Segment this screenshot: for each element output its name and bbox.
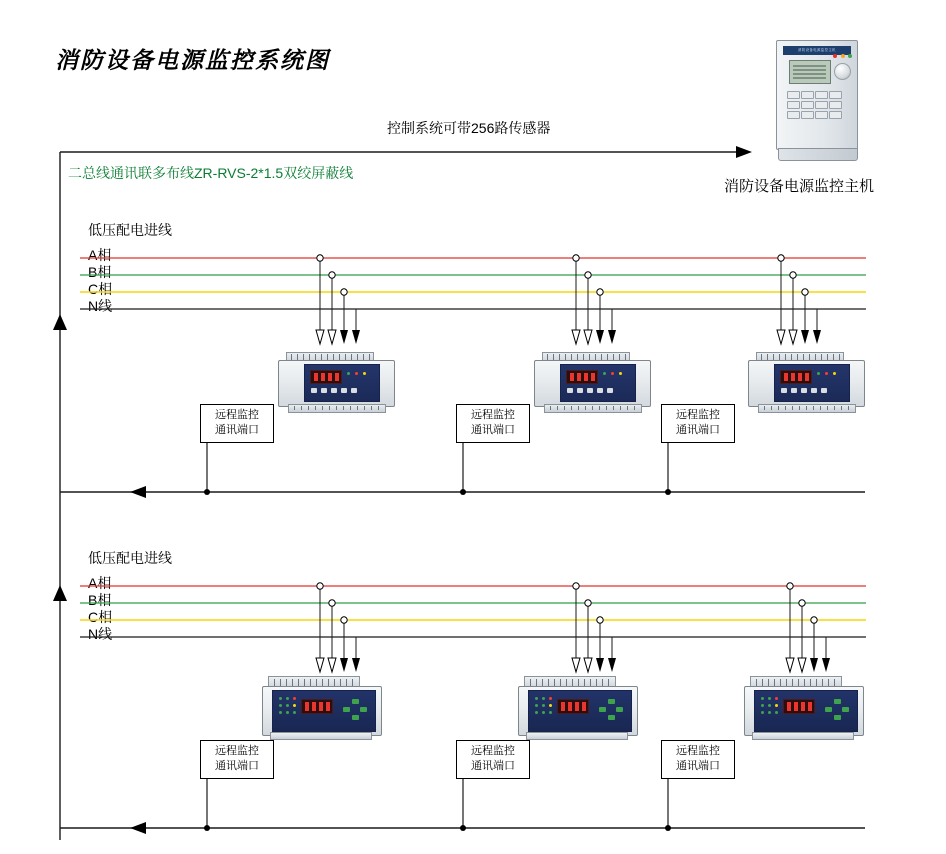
host-banner-strip: 消防设备电源监控主机 [783, 46, 851, 55]
group-2-incoming-label: 低压配电进线 [88, 550, 172, 566]
port-box-line-1: 远程监控 [471, 409, 515, 421]
device-led-run [817, 372, 820, 375]
port-box-line-1: 远程监控 [676, 409, 720, 421]
group-1-phase-a-label: A相 [88, 247, 112, 263]
device-display [566, 370, 598, 384]
device-keypad[interactable] [599, 699, 623, 723]
device-display [301, 699, 333, 714]
device-display [780, 370, 812, 384]
group-1-incoming-label: 低压配电进线 [88, 222, 172, 238]
device-2-1[interactable] [262, 676, 380, 738]
port-box-1-1 [200, 404, 274, 443]
device-display [310, 370, 342, 384]
device-led-alarm [825, 372, 828, 375]
device-led-fault [363, 372, 366, 375]
device-led-run [603, 372, 606, 375]
device-front-panel [560, 364, 636, 402]
group-1-phase-n-label: N线 [88, 298, 113, 314]
port-box-1-3 [661, 404, 735, 443]
device-button-5[interactable] [607, 388, 613, 393]
device-display [557, 699, 589, 714]
port-box-2-3 [661, 740, 735, 779]
device-led-alarm [611, 372, 614, 375]
device-led-fault [833, 372, 836, 375]
device-terminal-rail-bottom [752, 732, 854, 740]
device-button-3[interactable] [331, 388, 337, 393]
device-button-4[interactable] [597, 388, 603, 393]
device-front-panel [528, 690, 632, 732]
port-box-line-2: 通讯端口 [215, 423, 259, 436]
device-button-4[interactable] [811, 388, 817, 393]
port-box-line-2: 通讯端口 [676, 423, 720, 436]
port-box-line-1: 远程监控 [215, 409, 259, 421]
port-box-2-1 [200, 740, 274, 779]
device-2-3[interactable] [744, 676, 862, 738]
port-box-line-1: 远程监控 [471, 745, 515, 757]
device-terminal-rail-bottom [758, 404, 856, 413]
group-1-phase-b-label: B相 [88, 264, 112, 280]
device-terminal-rail-bottom [270, 732, 372, 740]
device-button-2[interactable] [791, 388, 797, 393]
port-box-line-2: 通讯端口 [471, 423, 515, 436]
device-button-3[interactable] [801, 388, 807, 393]
device-1-2[interactable] [534, 352, 649, 412]
group-2-phase-c-label: C相 [88, 609, 113, 625]
device-front-panel [272, 690, 376, 732]
device-front-panel [304, 364, 380, 402]
port-box-line-1: 远程监控 [676, 745, 720, 757]
device-keypad[interactable] [825, 699, 849, 723]
device-button-1[interactable] [781, 388, 787, 393]
bus-cable-label: 二总线通讯联多布线ZR-RVS-2*1.5双绞屏蔽线 [68, 165, 354, 181]
device-keypad[interactable] [343, 699, 367, 723]
page-title: 消防设备电源监控系统图 [55, 48, 330, 74]
group-2-phase-a-label: A相 [88, 575, 112, 591]
device-button-1[interactable] [567, 388, 573, 393]
device-terminal-rail-bottom [526, 732, 628, 740]
host-caption: 消防设备电源监控主机 [724, 178, 875, 195]
group-1-phase-c-label: C相 [88, 281, 113, 297]
device-1-1[interactable] [278, 352, 393, 412]
port-box-1-2 [456, 404, 530, 443]
device-2-2[interactable] [518, 676, 636, 738]
device-led-run [347, 372, 350, 375]
port-box-line-2: 通讯端口 [471, 759, 515, 772]
device-button-5[interactable] [821, 388, 827, 393]
group-2-phase-b-label: B相 [88, 592, 112, 608]
port-box-line-1: 远程监控 [215, 745, 259, 757]
device-button-2[interactable] [577, 388, 583, 393]
device-terminal-rail-bottom [288, 404, 386, 413]
device-1-3[interactable] [748, 352, 863, 412]
group-2-phase-n-label: N线 [88, 626, 113, 642]
bus-capacity-label: 控制系统可带256路传感器 [387, 120, 551, 136]
device-front-panel [754, 690, 858, 732]
device-button-2[interactable] [321, 388, 327, 393]
device-terminal-rail-bottom [544, 404, 642, 413]
device-button-4[interactable] [341, 388, 347, 393]
device-display [783, 699, 815, 714]
port-box-line-2: 通讯端口 [676, 759, 720, 772]
device-led-alarm [355, 372, 358, 375]
device-button-5[interactable] [351, 388, 357, 393]
device-button-1[interactable] [311, 388, 317, 393]
port-box-line-2: 通讯端口 [215, 759, 259, 772]
device-front-panel [774, 364, 850, 402]
device-button-3[interactable] [587, 388, 593, 393]
device-led-fault [619, 372, 622, 375]
port-box-2-2 [456, 740, 530, 779]
